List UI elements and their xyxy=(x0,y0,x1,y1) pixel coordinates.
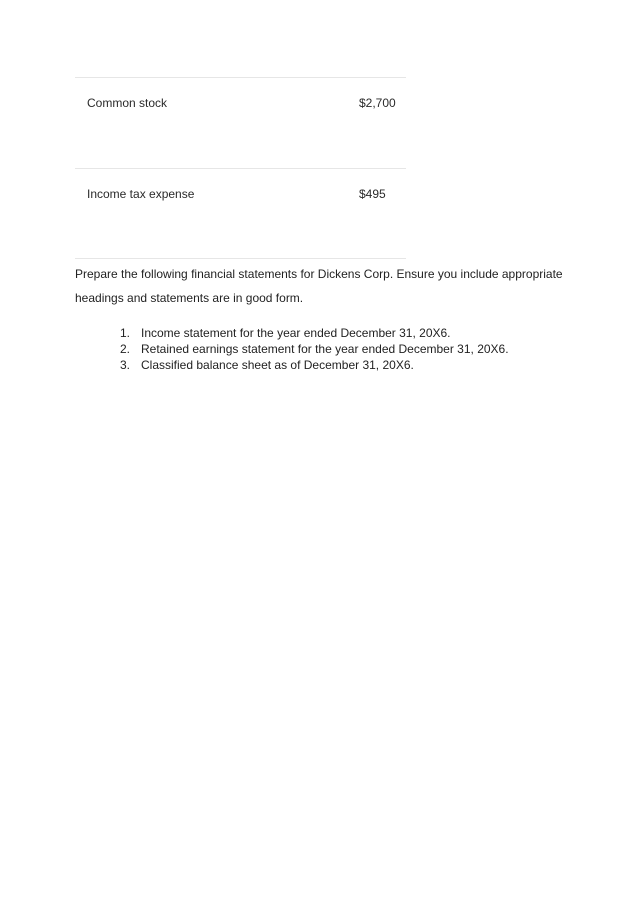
table-bottom-divider xyxy=(75,258,406,259)
instructions-line: headings and statements are in good form. xyxy=(75,291,304,305)
instructions-line: Prepare the following financial statements for Dickens Corp. Ensure you include appropriate xyxy=(75,267,563,281)
list-item xyxy=(113,341,509,357)
statements-list xyxy=(113,325,509,373)
instructions-paragraph xyxy=(75,262,575,310)
list-item xyxy=(113,325,509,341)
list-item xyxy=(113,357,509,373)
row-label: Income tax expense xyxy=(87,187,195,201)
list-number: 1. xyxy=(120,326,131,340)
table-row xyxy=(75,77,406,168)
list-number: 2. xyxy=(120,342,131,356)
table-row xyxy=(75,168,406,259)
row-value: $2,700 xyxy=(359,96,396,110)
list-item-text: Income statement for the year ended December 31, 20X6. xyxy=(141,326,451,340)
list-item-text: Classified balance sheet as of December 31, 20X6. xyxy=(141,358,414,372)
list-item-text: Retained earnings statement for the year ended December 31, 20X6. xyxy=(141,342,509,356)
list-number: 3. xyxy=(120,358,131,372)
row-label: Common stock xyxy=(87,96,168,110)
row-value: $495 xyxy=(359,187,386,201)
